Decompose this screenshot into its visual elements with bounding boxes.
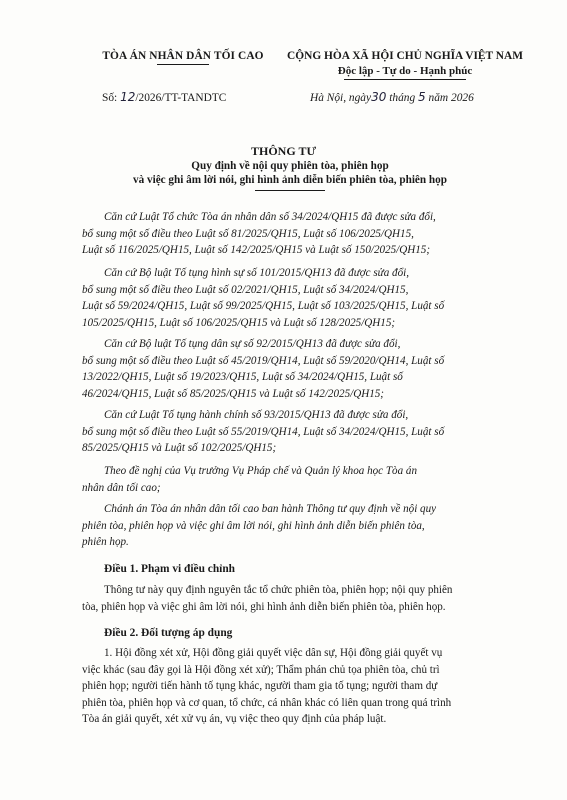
subject-line-2: và việc ghi âm lời nói, ghi hình ảnh diễn biến phiên tòa, phiên họp [133,174,447,186]
document-number [102,90,226,104]
text-line: 13/2022/QH15, Luật số 19/2023/QH15, Luật số 34/2024/QH15, Luật số [82,371,403,383]
motto-underline [344,79,466,80]
text-line: việc khác (sau đây gọi là Hội đồng xét xử); Thẩm phán chủ tọa phiên tòa, chủ trì [82,663,440,676]
text-line: bổ sung một số điều theo Luật số 45/2019/QH14, Luật số 59/2020/QH14, Luật số [82,354,445,367]
article-2-body [82,645,512,728]
text-line: tòa, phiên họp và việc ghi âm lời nói, ghi hình ảnh diễn biến phiên tòa, phiên họp. [82,600,446,613]
day-handwritten: 30 [371,90,387,104]
country-name: CỘNG HÒA XÃ HỘI CHỦ NGHĨA VIỆT NAM [287,50,523,62]
preamble-paragraph [82,265,512,331]
number-prefix: Số: [102,92,118,104]
month-label: tháng [389,92,416,104]
issuer-block [78,50,288,65]
text-line: Thông tư này quy định nguyên tắc tổ chức phiên tòa, phiên họp; nội quy phiên [104,584,453,596]
text-line: nhân dân tối cao; [82,481,161,494]
national-header [280,50,530,80]
preamble-paragraph [82,336,512,402]
text-line: Căn cứ Bộ luật Tố tụng hình sự số 101/2015/QH13 đã được sửa đổi, [104,267,410,279]
text-line: Luật số 116/2025/QH15, Luật số 142/2025/QH15 và Luật số 150/2025/QH15; [82,244,431,256]
text-line: 105/2025/QH15, Luật số 106/2025/QH15 và Luật số 128/2025/QH15; [82,316,396,329]
place-date-prefix: Hà Nội, ngày [310,92,372,104]
number-suffix: /2026/TT-TANDTC [135,92,227,104]
issuer-name: TÒA ÁN NHÂN DÂN TỐI CAO [102,50,264,62]
preamble-paragraph [82,209,512,259]
text-line: 1. Hội đồng xét xử, Hội đồng giải quyết việc dân sự, Hội đồng giải quyết vụ [104,647,443,659]
text-line: Tòa án giải quyết, xét xử vụ án, vụ việc theo quy định của pháp luật. [82,713,387,725]
subject-line-1: Quy định về nội quy phiên tòa, phiên họp [191,160,389,172]
number-handwritten: 12 [120,90,136,104]
year-label: năm 2026 [428,92,474,104]
issuer-underline [157,64,209,65]
text-line: Chánh án Tòa án nhân dân tối cao ban hành Thông tư quy định về nội quy [104,503,437,515]
text-line: bổ sung một số điều theo Luật số 55/2019/QH14, Luật số 34/2024/QH15, Luật số [82,425,445,438]
text-line: phiên họp. [82,536,129,548]
article-2-heading: Điều 2. Đối tượng áp dụng [104,627,233,639]
preamble-paragraph [82,463,512,496]
text-line: 85/2025/QH15 và Luật số 102/2025/QH15; [82,442,277,454]
text-line: Căn cứ Luật Tổ chức Tòa án nhân dân số 34/2024/QH15 đã được sửa đổi, [104,211,436,223]
text-line: phiên tòa, phiên họp và việc ghi âm lời nói, ghi hình ảnh diễn biến phiên tòa, [82,519,425,532]
text-line: phiên tòa, phiên họp và cơ quan, tổ chức, cá nhân khác có liên quan trong quá trình [82,696,452,709]
text-line: Căn cứ Bộ luật Tố tụng dân sự số 92/2015/QH13 đã được sửa đổi, [104,338,401,350]
document-type: THÔNG TƯ [250,144,316,158]
text-line: Luật số 59/2024/QH15, Luật số 99/2025/QH15, Luật số 103/2025/QH15, Luật số [82,300,445,312]
article-1-heading: Điều 1. Phạm vi điều chỉnh [104,563,236,575]
text-line: bổ sung một số điều theo Luật số 02/2021/QH15, Luật số 34/2024/QH15, [82,283,409,296]
article-1-body [82,582,512,615]
document-subject [90,159,490,191]
text-line: phiên họp; người tiến hành tố tụng khác, người tham gia tố tụng; người tham dự [82,680,438,692]
month-handwritten: 5 [418,90,426,104]
preamble-paragraph [82,501,512,551]
text-line: 46/2024/QH15, Luật số 85/2025/QH15 và Luật số 142/2025/QH15; [82,387,385,400]
text-line: bổ sung một số điều theo Luật số 81/2025/QH15, Luật số 106/2025/QH15, [82,227,414,240]
subject-underline [255,190,325,191]
text-line: Căn cứ Luật Tố tụng hành chính số 93/2015/QH13 đã được sửa đổi, [104,409,409,421]
national-motto: Độc lập - Tự do - Hạnh phúc [337,65,473,77]
place-and-date [310,90,474,104]
text-line: Theo đề nghị của Vụ trưởng Vụ Pháp chế và Quản lý khoa học Tòa án [104,465,417,477]
preamble-paragraph [82,407,512,457]
